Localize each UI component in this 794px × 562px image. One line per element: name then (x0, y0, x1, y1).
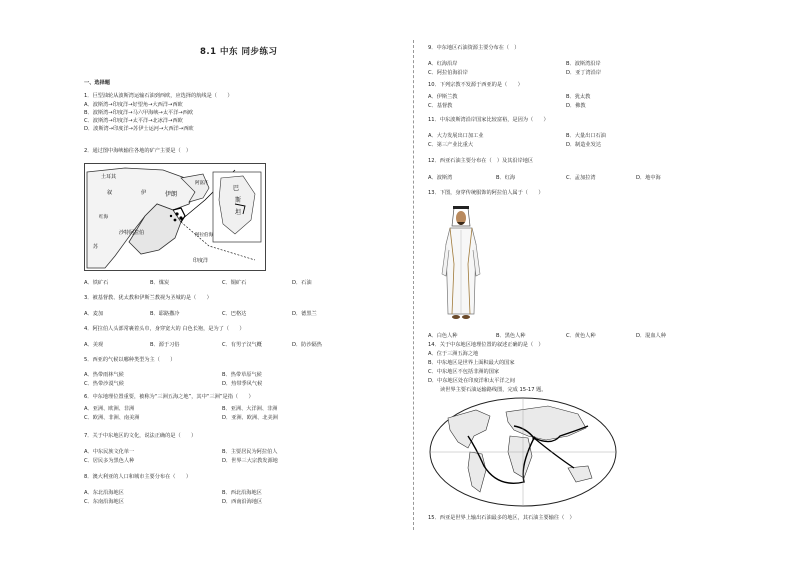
q2-option-c[interactable]: C．铜矿石 (222, 280, 247, 286)
q11-option-b[interactable]: B．大量出口石油 (566, 133, 606, 139)
q3-option-c[interactable]: C．巴格达 (222, 311, 247, 317)
q7-option-a[interactable]: A．中东民族文化单一 (84, 449, 135, 455)
world-oil-route-map (428, 396, 618, 508)
q8-option-c[interactable]: C．东南沿海地区 (84, 499, 124, 505)
q3-option-d[interactable]: D．德黑兰 (292, 311, 317, 317)
q15-17-instruction: 读世界主要石油运输路线图，完成 15-17 题。 (440, 387, 547, 393)
q13-stem: 13．下图，身穿传统服饰的阿拉伯人属于（ ） (428, 190, 544, 196)
q6-option-b[interactable]: B．亚洲、大洋洲、非洲 (222, 406, 278, 412)
arab-man-figure (436, 204, 486, 324)
map-label-iran: 伊朗 (165, 191, 178, 198)
q5-option-d[interactable]: D．热带季风气候 (222, 381, 263, 387)
q10-option-a[interactable]: A．伊斯兰教 (428, 94, 458, 100)
q8-stem: 8．澳大利亚的人口和城市主要分布在（ ） (84, 474, 192, 480)
q3-option-b[interactable]: B．耶路撒冷 (150, 311, 180, 317)
q5-option-b[interactable]: B．热带草原气候 (222, 372, 262, 378)
map-label-pak-1: 巴 (233, 185, 240, 192)
q1-option-a[interactable]: A．波斯湾→印度洋→好望角→大西洋→西欧 (84, 102, 183, 108)
q10-option-c[interactable]: C．基督教 (428, 103, 453, 109)
q6-option-a[interactable]: A．亚洲、欧洲、非洲 (84, 406, 135, 412)
q1-option-b[interactable]: B．波斯湾→印度洋→马六甲海峡→太平洋→西欧 (84, 110, 194, 116)
q4-option-d[interactable]: D．防沙隔热 (292, 342, 322, 348)
q7-option-b[interactable]: B．主要居民为阿拉伯人 (222, 449, 278, 455)
q1-stem: 1．巨型油轮从波斯湾运输石油到西欧，应选择的航线是（ ） (84, 93, 233, 99)
q13-option-a[interactable]: A．白色人种 (428, 333, 458, 339)
q7-stem: 7．关于中东地区的文化，说法正确的是（ ） (84, 433, 197, 439)
middle-east-map (84, 163, 266, 271)
q2-option-b[interactable]: B．煤炭 (150, 280, 170, 286)
world-oil-route-svg (428, 396, 618, 508)
q9-option-b[interactable]: B．波斯湾沿岸 (566, 61, 601, 67)
map-label-arabian-sea: 阿拉伯海 (195, 233, 213, 238)
q14-option-c[interactable]: C．中东地区不包括非洲的国家 (428, 369, 500, 375)
q1-option-c[interactable]: C．波斯湾→印度洋→太平洋→北冰洋→西欧 (84, 118, 183, 124)
middle-east-map-svg (85, 164, 265, 270)
q5-stem: 5．西亚的气候以哪种类型为主（ ） (84, 357, 176, 363)
arab-man-svg (436, 204, 486, 324)
map-label-saudi: 沙特阿拉伯 (119, 230, 145, 236)
q11-stem: 11．中东波斯湾沿岸国家比较富裕，是因为（ ） (428, 117, 549, 123)
q13-option-d[interactable]: D．混血人种 (636, 333, 666, 339)
q10-option-b[interactable]: B．犹太教 (566, 94, 591, 100)
q6-option-c[interactable]: C．欧洲、非洲、南美洲 (84, 415, 140, 421)
q4-option-c[interactable]: C．有男子汉气概 (222, 342, 262, 348)
q8-option-d[interactable]: D．西南沿海地区 (222, 499, 263, 505)
q11-option-a[interactable]: A．大力发展出口加工业 (428, 133, 484, 139)
column-divider (413, 40, 414, 530)
map-label-turkey: 土耳其 (101, 174, 117, 180)
q6-stem: 6．中东地理位置重要，被称为“三洲五海之地”，其中“三洲”是指（ ） (84, 394, 254, 400)
q12-stem: 12．西亚石油主要分布在（ ）及其沿岸地区 (428, 158, 534, 164)
page-title: 8.1 中东 同步练习 (200, 47, 278, 57)
q7-option-d[interactable]: D．世界三大宗教发源地 (222, 458, 278, 464)
q13-option-b[interactable]: B．黑色人种 (496, 333, 526, 339)
q10-option-d[interactable]: D．佛教 (566, 103, 586, 109)
map-label-pak-2: 斯 (235, 197, 242, 204)
q11-option-d[interactable]: D．制造业发达 (566, 142, 602, 148)
q5-option-c[interactable]: C．热带沙漠气候 (84, 381, 124, 387)
q12-option-a[interactable]: A．波斯湾 (428, 175, 453, 181)
q14-option-d[interactable]: D．中东地区处在印度洋和太平洋之间 (428, 378, 515, 384)
q10-stem: 10．下列宗教不发源于西亚的是（ ） (428, 82, 523, 88)
q15-stem: 15．西亚是世界上输出石油最多的地区，其石油主要输往（ ） (428, 515, 575, 521)
q4-option-b[interactable]: B．源于习俗 (150, 342, 180, 348)
q13-option-c[interactable]: C．黄色人种 (566, 333, 596, 339)
q6-option-d[interactable]: D．亚洲、欧洲、北美洲 (222, 415, 278, 421)
map-label-syria: 叙 (107, 190, 113, 196)
q2-stem: 2．通过图中海峡输往各地的矿产主要是（ ） (84, 148, 192, 154)
q1-option-d[interactable]: D．波斯湾→印度洋→苏伊士运河→大西洋→西欧 (84, 126, 194, 132)
map-label-iraq: 伊 (141, 190, 147, 196)
q9-option-c[interactable]: C．阿拉伯海沿岸 (428, 70, 468, 76)
section-heading: 一、选择题 (84, 80, 110, 86)
q9-option-d[interactable]: D．亚丁湾沿岸 (566, 70, 602, 76)
q7-option-c[interactable]: C．居民多为黑色人种 (84, 458, 135, 464)
q12-option-b[interactable]: B．红海 (496, 175, 516, 181)
q3-stem: 3．被基督教、犹太教和伊斯兰教视为圣城的是（ ） (84, 295, 212, 301)
q9-stem: 9．中东地区石油资源主要分布在（ ） (428, 45, 520, 51)
q11-option-c[interactable]: C．第三产业比重大 (428, 142, 474, 148)
q4-option-a[interactable]: A．美观 (84, 342, 104, 348)
q12-option-c[interactable]: C．孟加拉湾 (566, 175, 596, 181)
q8-option-b[interactable]: B．西北沿海地区 (222, 490, 262, 496)
q14-option-b[interactable]: B．中东地区是世界上面积最大的国家 (428, 360, 515, 366)
q9-option-a[interactable]: A．红海沿岸 (428, 61, 458, 67)
map-label-indian-ocean: 印度洋 (193, 258, 209, 264)
q14-stem: 14．关于中东地区地理位置的叙述正确的是（ ） (428, 342, 544, 348)
q4-stem: 4．阿拉伯人头部常裹着头巾，身穿宽大的 白色长袍，是为了（ ） (84, 326, 245, 332)
q8-option-a[interactable]: A．东北沿海地区 (84, 490, 124, 496)
map-label-red-sea: 红海 (99, 215, 108, 220)
q14-option-a[interactable]: A．位于三洲五海之地 (428, 351, 479, 357)
q2-option-a[interactable]: A．铁矿石 (84, 280, 109, 286)
map-label-afghanistan: 阿富汗 (195, 181, 209, 186)
q3-option-a[interactable]: A．麦加 (84, 311, 104, 317)
map-label-pak-3: 坦 (235, 209, 242, 216)
map-label-sudan: 苏 (93, 244, 99, 250)
q2-option-d[interactable]: D．石油 (292, 280, 312, 286)
q5-option-a[interactable]: A．热带雨林气候 (84, 372, 124, 378)
q12-option-d[interactable]: D．地中海 (636, 175, 661, 181)
